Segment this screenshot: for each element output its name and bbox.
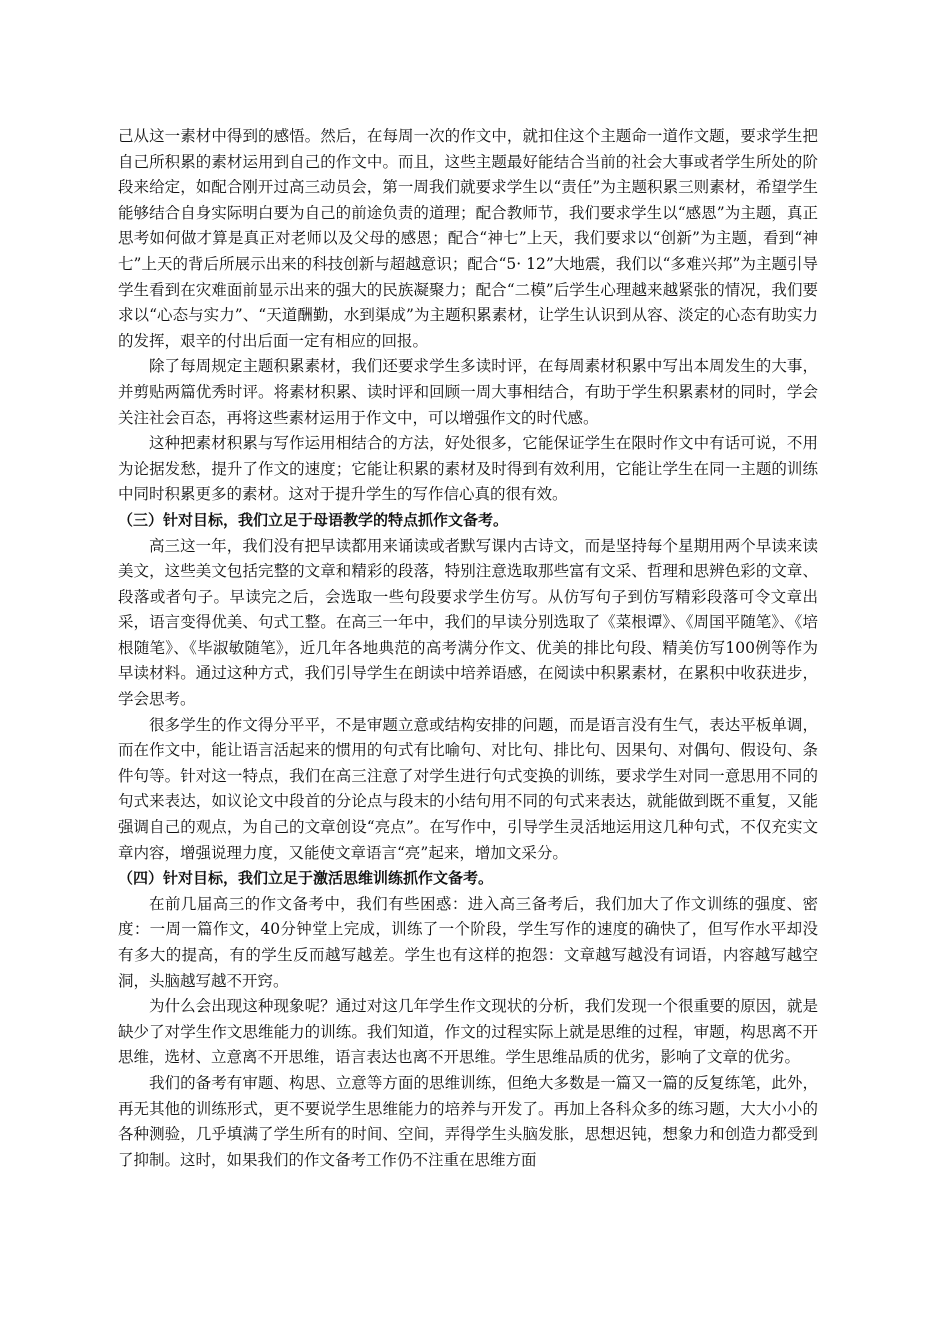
paragraph-past-confusion: 在前几届高三的作文备考中，我们有些困惑：进入高三备考后，我们加大了作文训练的强度、密度：一周一篇作文，40分钟堂上完成，训练了一个阶段，学生写作的速度的确快了，但写作水平却没有多大的提高，有的学生反而越写越差。学生也有这样的抱怨：文章越写越没有词语，内容越写越空洞，头脑越写越不开窍。 (118, 894, 818, 990)
paragraph-topic-accumulation: 己从这一素材中得到的感悟。然后，在每周一次的作文中，就扣住这个主题命一道作文题，要求学生把自己所积累的素材运用到自己的作文中。而且，这些主题最好能结合当前的社会大事或者学生所处的阶段来给定，如配合刚开过高三动员会，第一周我们就要求学生以“责任”为主题积累三则素材，希望学生能够结合自身实际明白要为自己的前途负责的道理；配合教师节，我们要求学生以“感恩”为主题，真正思考如何做才算是真正对老师以及父母的感恩；配合“神七”上天，我们要求以“创新”为主题，看到“神七”上天的背后所展示出来的科技创新与超越意识；配合“5· 12”大地震，我们以“多难兴邦”为主题引导学生看到在灾难面前显示出来的强大的民族凝聚力；配合“二模”后学生心理越来越紧张的情况，我们要求以“心态与实力”、“天道酬勤，水到渠成”为主题积累素材，让学生认识到从容、淡定的心态有助实力的发挥，艰辛的付出后面一定有相应的回报。 (118, 127, 818, 350)
document-body (118, 124, 818, 1173)
paragraph-method-benefits: 这种把素材积累与写作运用相结合的方法，好处很多，它能保证学生在限时作文中有话可说，不用为论据发愁，提升了作文的速度；它能让积累的素材及时得到有效利用，它能让学生在同一主题的训练中同时积累更多的素材。这对于提升学生的写作信心真的很有效。 (118, 434, 818, 504)
section-heading-three: （三）针对目标，我们立足于母语教学的特点抓作文备考。 (118, 510, 509, 529)
paragraph-morning-reading: 高三这一年，我们没有把早读都用来诵读或者默写课内古诗文，而是坚持每个星期用两个早读来读美文，这些美文包括完整的文章和精彩的段落，特别注意选取那些富有文采、哲理和思辨色彩的文章、段落或者句子。早读完之后，会选取一些句段要求学生仿写。从仿写句子到仿写精彩段落可令文章出采，语言变得优美、句式工整。在高三一年中，我们的早读分别选取了《菜根谭》、《周国平随笔》、《培根随笔》、《毕淑敏随笔》，近几年各地典范的高考满分作文、优美的排比句段、精美仿写100例等作为早读材料。通过这种方式，我们引导学生在朗读中培养语感，在阅读中积累素材，在累积中收获进步，学会思考。 (118, 536, 818, 709)
section-heading-four: （四）针对目标，我们立足于激活思维训练抓作文备考。 (118, 869, 494, 888)
paragraph-sentence-patterns: 很多学生的作文得分平平，不是审题立意或结构安排的问题，而是语言没有生气，表达平板单调，而在作文中，能让语言活起来的惯用的句式有比喻句、对比句、排比句、因果句、对偶句、假设句、条件句等。针对这一特点，我们在高三注意了对学生进行句式变换的训练，要求学生对同一意思用不同的句式来表达，如议论文中段首的分论点与段末的小结句用不同的句式来表达，就能做到既不重复，又能强调自己的观点，为自己的文章创设“亮点”。在写作中，引导学生灵活地运用这几种句式，不仅充实文章内容，增强说理力度，又能使文章语言“亮”起来，增加文采分。 (118, 715, 818, 862)
paragraph-training-forms: 我们的备考有审题、构思、立意等方面的思维训练，但绝大多数是一篇又一篇的反复练笔，此外，再无其他的训练形式，更不要说学生思维能力的培养与开发了。再加上各科众多的练习题，大大小小的各种测验，几乎填满了学生所有的时间、空间，弄得学生头脑发胀，思想迟钝，想象力和创造力都受到了抑制。这时，如果我们的作文备考工作仍不注重在思维方面 (118, 1073, 818, 1169)
paragraph-thinking-analysis: 为什么会出现这种现象呢？通过对这几年学生作文现状的分析，我们发现一个很重要的原因，就是缺少了对学生作文思维能力的训练。我们知道，作文的过程实际上就是思维的过程，审题，构思离不开思维，选材、立意离不开思维，语言表达也离不开思维。学生思维品质的优劣，影响了文章的优劣。 (118, 997, 818, 1067)
paragraph-commentary-reading: 除了每周规定主题积累素材，我们还要求学生多读时评，在每周素材积累中写出本周发生的大事，并剪贴两篇优秀时评。将素材积累、读时评和回顾一周大事相结合，有助于学生积累素材的同时，学会关注社会百态，再将这些素材运用于作文中，可以增强作文的时代感。 (118, 357, 818, 427)
